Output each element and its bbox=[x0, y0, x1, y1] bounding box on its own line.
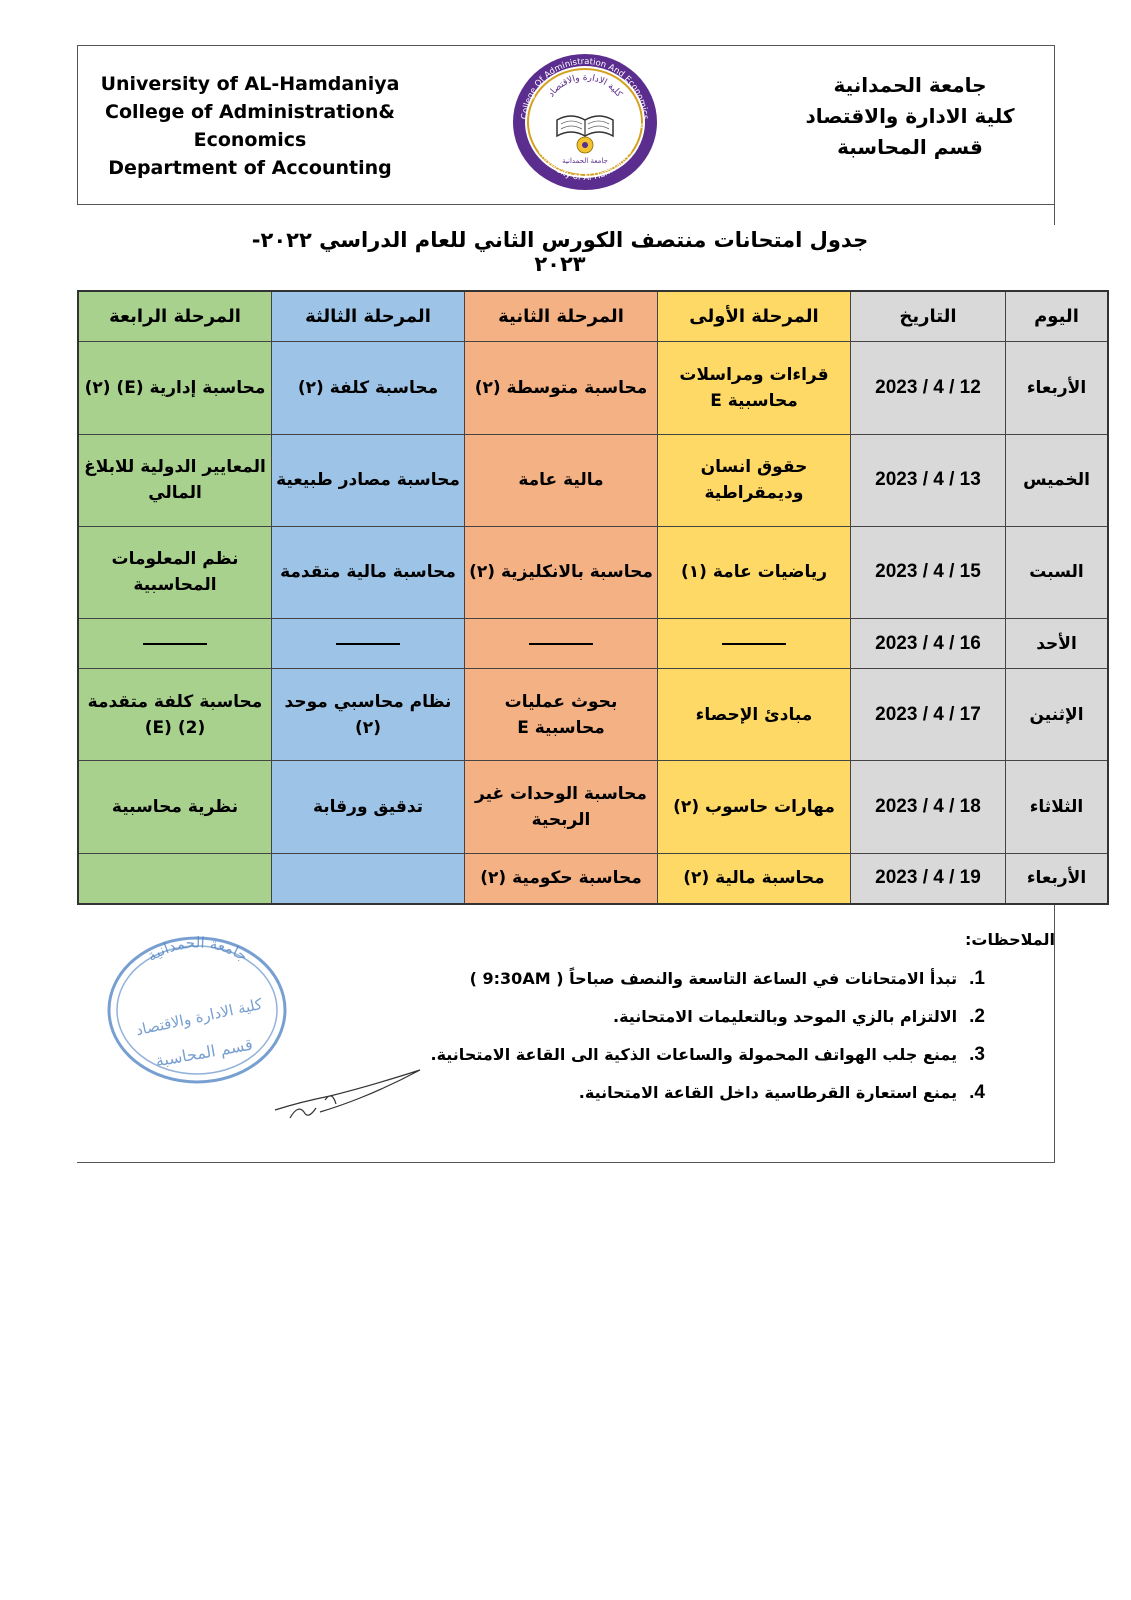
header-date: التاريخ bbox=[851, 291, 1006, 342]
stage-1-cell-empty bbox=[658, 619, 851, 669]
stage-1-cell: قراءات ومراسلات محاسبية E bbox=[658, 342, 851, 434]
no-exam-dash bbox=[336, 643, 400, 645]
college-name-ar: كلية الادارة والاقتصاد bbox=[805, 104, 1015, 128]
stamp-college: كلية الادارة والاقتصاد bbox=[134, 994, 264, 1040]
note-text: تبدأ الامتحانات في الساعة التاسعة والنصف صباحاً ( 9:30AM ) bbox=[469, 969, 958, 988]
stage-2-cell: محاسبة حكومية (٢) bbox=[465, 853, 658, 904]
header-stage-4: المرحلة الرابعة bbox=[78, 291, 272, 342]
day-cell: الثلاثاء bbox=[1006, 761, 1109, 853]
stage-1-cell: حقوق انسان وديمقراطية bbox=[658, 434, 851, 526]
table-row bbox=[78, 761, 1108, 853]
note-number: 1. bbox=[969, 968, 985, 989]
note-number: 2. bbox=[969, 1006, 985, 1027]
header-stage-3: المرحلة الثالثة bbox=[272, 291, 465, 342]
stage-3-cell: محاسبة مالية متقدمة bbox=[272, 526, 465, 618]
table-row bbox=[78, 619, 1108, 669]
stage-1-cell: مهارات حاسوب (٢) bbox=[658, 761, 851, 853]
stage-2-cell-empty bbox=[465, 619, 658, 669]
note-item bbox=[430, 1044, 985, 1066]
logo-bottom-ar-text: جامعة الحمدانية bbox=[562, 157, 608, 165]
svg-text:جامعة الحمدانية bbox=[144, 933, 251, 965]
date-cell: 2023 / 4 / 12 bbox=[851, 342, 1006, 434]
day-cell: السبت bbox=[1006, 526, 1109, 618]
schedule-title: جدول امتحانات منتصف الكورس الثاني للعام الدراسي ٢٠٢٢- ٢٠٢٣ bbox=[251, 228, 869, 276]
stage-4-cell bbox=[78, 853, 272, 904]
college-logo bbox=[505, 50, 665, 195]
department-name-ar: قسم المحاسبة bbox=[837, 135, 983, 159]
note-text: الالتزام بالزي الموحد وبالتعليمات الامتحانية. bbox=[612, 1007, 958, 1026]
logo-arc-bottom-text: University of Al-Hamdaniya bbox=[535, 147, 635, 184]
university-name-ar: جامعة الحمدانية bbox=[833, 73, 987, 97]
no-exam-dash bbox=[143, 643, 207, 645]
table-row bbox=[78, 853, 1108, 904]
department-stamp bbox=[100, 930, 295, 1090]
arabic-letterhead bbox=[780, 70, 1040, 163]
date-cell: 2023 / 4 / 15 bbox=[851, 526, 1006, 618]
stage-3-cell bbox=[272, 853, 465, 904]
note-item bbox=[613, 1006, 985, 1028]
note-item bbox=[579, 1082, 985, 1104]
english-letterhead bbox=[100, 70, 400, 182]
stage-2-cell: بحوث عمليات محاسبية E bbox=[465, 669, 658, 761]
stage-2-cell: محاسبة متوسطة (٢) bbox=[465, 342, 658, 434]
footer-rule bbox=[77, 1162, 1055, 1163]
department-name-en: Department of Accounting bbox=[108, 157, 392, 179]
date-cell: 2023 / 4 / 13 bbox=[851, 434, 1006, 526]
stage-4-cell: المعايير الدولية للابلاغ المالي bbox=[78, 434, 272, 526]
note-number: 4. bbox=[969, 1082, 985, 1103]
college-name-en-1: College of Administration& bbox=[105, 101, 395, 123]
header-stage-1: المرحلة الأولى bbox=[658, 291, 851, 342]
date-cell: 2023 / 4 / 17 bbox=[851, 669, 1006, 761]
stage-3-cell: نظام محاسبي موحد (٢) bbox=[272, 669, 465, 761]
stage-4-cell: نظرية محاسبية bbox=[78, 761, 272, 853]
sun-flower-icon bbox=[577, 137, 593, 153]
day-cell: الخميس bbox=[1006, 434, 1109, 526]
table-header-row bbox=[78, 291, 1108, 342]
stage-1-cell: مبادئ الإحصاء bbox=[658, 669, 851, 761]
note-item bbox=[470, 968, 985, 990]
header-stage-2: المرحلة الثانية bbox=[465, 291, 658, 342]
day-cell: الأربعاء bbox=[1006, 342, 1109, 434]
signature bbox=[270, 1060, 430, 1130]
table-row bbox=[78, 669, 1108, 761]
day-cell: الأربعاء bbox=[1006, 853, 1109, 904]
stage-4-cell: نظم المعلومات المحاسبية bbox=[78, 526, 272, 618]
stage-3-cell: محاسبة مصادر طبيعية bbox=[272, 434, 465, 526]
date-cell: 2023 / 4 / 16 bbox=[851, 619, 1006, 669]
date-cell: 2023 / 4 / 19 bbox=[851, 853, 1006, 904]
logo-year-right: ٢٠١٥ bbox=[629, 122, 645, 130]
stage-4-cell: محاسبة إدارية (E) (٢) bbox=[78, 342, 272, 434]
stage-1-cell: رياضيات عامة (١) bbox=[658, 526, 851, 618]
stage-2-cell: محاسبة الوحدات غير الربحية bbox=[465, 761, 658, 853]
table-row bbox=[78, 434, 1108, 526]
logo-year-left: ١٤٣٦ bbox=[531, 122, 547, 130]
stage-2-cell: محاسبة بالانكليزية (٢) bbox=[465, 526, 658, 618]
stage-2-cell: مالية عامة bbox=[465, 434, 658, 526]
note-text: يمنع جلب الهواتف المحمولة والساعات الذكية الى القاعة الامتحانية. bbox=[430, 1045, 958, 1064]
logo-arc-top-text: College Of Administration And Economics bbox=[520, 56, 650, 120]
table-row bbox=[78, 526, 1108, 618]
exam-schedule-table bbox=[77, 290, 1109, 905]
stage-3-cell-empty bbox=[272, 619, 465, 669]
stamp-department: قسم المحاسبة bbox=[154, 1034, 255, 1071]
table-row bbox=[78, 342, 1108, 434]
stage-3-cell: تدقيق ورقابة bbox=[272, 761, 465, 853]
logo-inner-arc-text: كلية الادارة والاقتصاد bbox=[546, 72, 624, 100]
stage-3-cell: محاسبة كلفة (٢) bbox=[272, 342, 465, 434]
header-day: اليوم bbox=[1006, 291, 1109, 342]
frame-line bbox=[1054, 205, 1055, 225]
university-name-en: University of AL-Hamdaniya bbox=[100, 73, 400, 95]
stage-4-cell-empty bbox=[78, 619, 272, 669]
day-cell: الإثنين bbox=[1006, 669, 1109, 761]
stamp-university: جامعة الحمدانية bbox=[143, 933, 252, 966]
college-name-en-2: Economics bbox=[193, 129, 307, 151]
date-cell: 2023 / 4 / 18 bbox=[851, 761, 1006, 853]
note-number: 3. bbox=[969, 1044, 985, 1065]
no-exam-dash bbox=[529, 643, 593, 645]
note-text: يمنع استعارة القرطاسية داخل القاعة الامتحانية. bbox=[578, 1083, 958, 1102]
notes-title: الملاحظات: bbox=[965, 930, 1055, 949]
no-exam-dash bbox=[722, 643, 786, 645]
stage-1-cell: محاسبة مالية (٢) bbox=[658, 853, 851, 904]
stage-4-cell: محاسبة كلفة متقدمة (2) (E) bbox=[78, 669, 272, 761]
day-cell: الأحد bbox=[1006, 619, 1109, 669]
